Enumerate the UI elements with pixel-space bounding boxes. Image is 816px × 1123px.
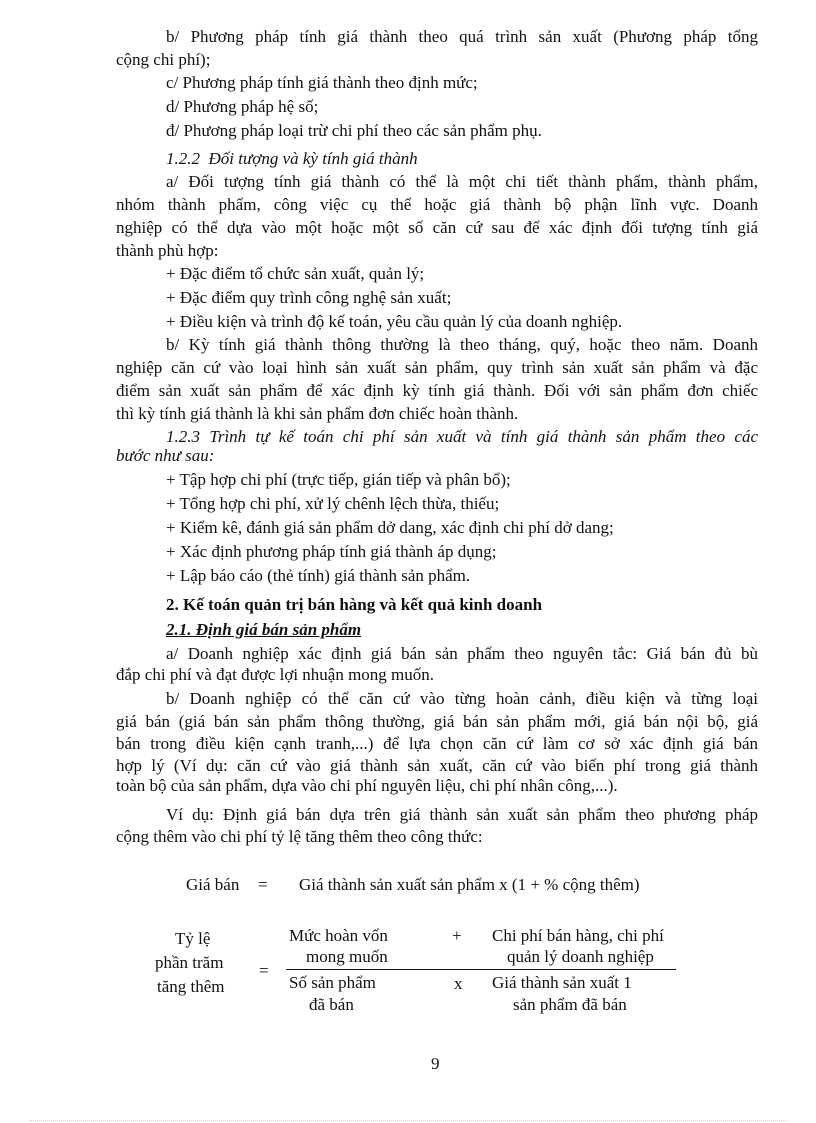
formula-equals: = — [259, 961, 269, 980]
paragraph-line: nhóm thành phẩm, công việc cụ thể hoặc giá thành bộ phận lĩnh vực. Doanh — [116, 195, 758, 214]
list-item: + Tổng hợp chi phí, xử lý chênh lệch thừa, thiếu; — [166, 494, 500, 513]
numerator-term: quản lý doanh nghiệp — [507, 947, 654, 966]
section-heading: 1.2.2 Đối tượng và kỳ tính giá thành — [166, 149, 418, 168]
formula-lhs-line: Tỷ lệ — [175, 929, 211, 948]
denominator-term: đã bán — [309, 995, 354, 1014]
paragraph-line: b/ Kỳ tính giá thành thông thường là theo tháng, quý, hoặc theo năm. Doanh — [166, 335, 758, 354]
list-item: + Tập hợp chi phí (trực tiếp, gián tiếp và phân bổ); — [166, 470, 511, 489]
list-item: + Đặc điểm tổ chức sản xuất, quản lý; — [166, 264, 425, 283]
page-number: 9 — [431, 1054, 440, 1073]
list-item: + Đặc điểm quy trình công nghệ sản xuất; — [166, 288, 452, 307]
paragraph-line: Ví dụ: Định giá bán dựa trên giá thành sản xuất sản phẩm theo phương pháp — [166, 805, 758, 824]
numerator-term: Chi phí bán hàng, chi phí — [492, 926, 664, 945]
list-item: + Lập báo cáo (thẻ tính) giá thành sản phẩm. — [166, 566, 471, 585]
formula-lhs-line: tăng thêm — [157, 977, 225, 996]
formula-equals: = — [258, 875, 268, 894]
paragraph-line: thì kỳ tính giá thành là khi sản phẩm đơn chiếc hoàn thành. — [116, 404, 519, 423]
paragraph-line: toàn bộ của sản phẩm, dựa vào chi phí nguyên liệu, chi phí nhân công,...). — [116, 776, 618, 795]
paragraph-line: thành phù hợp: — [116, 241, 219, 260]
section-heading: bước như sau: — [116, 446, 215, 465]
fraction-bar — [286, 969, 676, 970]
paragraph-line: đ/ Phương pháp loại trừ chi phí theo các sản phẩm phụ. — [166, 121, 542, 140]
subsection-heading: 2.1. Định giá bán sản phẩm — [166, 620, 362, 639]
list-item: + Xác định phương pháp tính giá thành áp dụng; — [166, 542, 497, 561]
paragraph-line: nghiệp có thể dựa vào một hoặc một số căn cứ sau để xác định đối tượng tính giá — [116, 218, 758, 237]
paragraph-line: hợp lý (Ví dụ: căn cứ vào giá thành sản xuất, căn cứ vào biến phí trong giá thành — [116, 756, 758, 775]
formula-times: x — [454, 974, 463, 993]
paragraph-line: bán trong điều kiện cạnh tranh,...) để lựa chọn căn cứ làm cơ sở xác định giá bán — [116, 734, 758, 753]
formula-lhs-line: phần trăm — [155, 953, 224, 972]
paragraph-line: nghiệp căn cứ vào loại hình sản xuất sản phẩm, quy trình sản xuất sản phẩm và đặc — [116, 358, 758, 377]
paragraph-line: d/ Phương pháp hệ số; — [166, 97, 319, 116]
paragraph-line: b/ Phương pháp tính giá thành theo quá trình sản xuất (Phương pháp tổng — [166, 27, 758, 46]
paragraph-line: b/ Doanh nghiệp có thể căn cứ vào từng hoàn cảnh, điều kiện và từng loại — [166, 689, 758, 708]
formula-plus: + — [452, 926, 462, 945]
paragraph-line: điểm sản xuất sản phẩm để xác định kỳ tính giá thành. Đối với sản phẩm đơn chiếc — [116, 381, 758, 400]
paragraph-line: a/ Đối tượng tính giá thành có thể là một chi tiết thành phẩm, thành phẩm, — [166, 172, 758, 191]
paragraph-line: cộng chi phí); — [116, 50, 211, 69]
paragraph-line: a/ Doanh nghiệp xác định giá bán sản phẩm theo nguyên tắc: Giá bán đủ bù — [166, 644, 758, 663]
section-heading: 1.2.3 Trình tự kế toán chi phí sản xuất và tính giá thành sản phẩm theo các — [166, 427, 758, 446]
numerator-term: mong muốn — [306, 947, 388, 966]
list-item: + Kiểm kê, đánh giá sản phẩm dở dang, xác định chi phí dở dang; — [166, 518, 614, 537]
formula-lhs: Giá bán — [186, 875, 240, 894]
denominator-term: Giá thành sản xuất 1 — [492, 973, 632, 992]
denominator-term: sản phẩm đã bán — [513, 995, 627, 1014]
footer-divider — [30, 1120, 786, 1121]
formula-rhs: Giá thành sản xuất sản phẩm x (1 + % cộng thêm) — [299, 875, 640, 894]
paragraph-line: cộng thêm vào chi phí tỷ lệ tăng thêm theo công thức: — [116, 827, 483, 846]
paragraph-line: c/ Phương pháp tính giá thành theo định mức; — [166, 73, 478, 92]
paragraph-line: đắp chi phí và đạt được lợi nhuận mong muốn. — [116, 665, 435, 684]
section-heading: 2. Kế toán quản trị bán hàng và kết quả kinh doanh — [166, 595, 543, 614]
list-item: + Điều kiện và trình độ kế toán, yêu cầu quản lý của doanh nghiệp. — [166, 312, 623, 331]
paragraph-line: giá bán (giá bán sản phẩm thông thường, giá bán sản phẩm mới, giá bán nội bộ, giá — [116, 712, 758, 731]
numerator-term: Mức hoàn vốn — [289, 926, 388, 945]
denominator-term: Số sản phẩm — [289, 973, 376, 992]
